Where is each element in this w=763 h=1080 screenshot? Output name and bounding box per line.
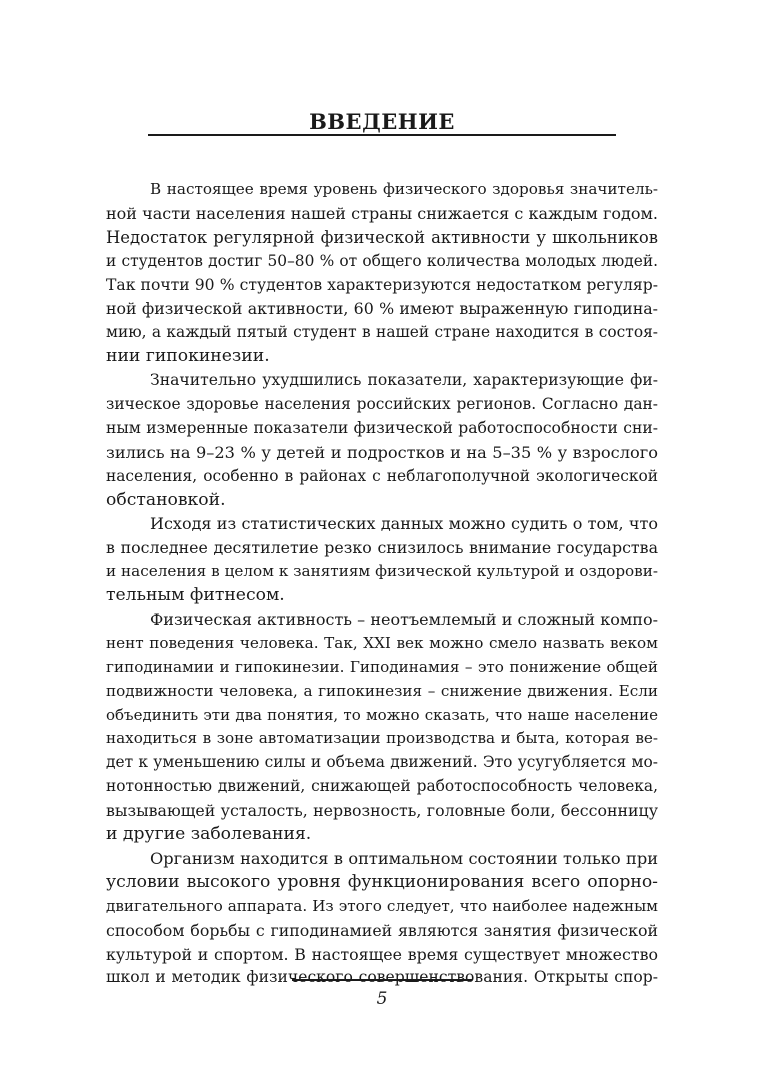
- text-line: населения, особенно в районах с неблагополучной экологической: [106, 466, 658, 485]
- text-line: нент поведения человека. Так, XXI век можно смело назвать веком: [106, 633, 658, 652]
- text-line: Исходя из статистических данных можно судить о том, что: [150, 514, 658, 534]
- text-line: подвижности человека, а гипокинезия – снижение движения. Если: [106, 681, 658, 700]
- text-line: двигательного аппарата. Из этого следует, что наиболее надежным: [106, 896, 658, 915]
- text-line: зились на 9–23 % у детей и подростков и на 5–35 % у взрослого: [106, 442, 658, 462]
- paragraph: [106, 178, 658, 369]
- page-title: ВВЕДЕНИЕ: [309, 109, 455, 134]
- text-line: ным измеренные показатели физической работоспособности сни-: [106, 418, 658, 437]
- text-line: и студентов достиг 50–80 % от общего количества молодых людей.: [106, 251, 658, 270]
- text-line: Недостаток регулярной физической активности у школьников: [106, 227, 658, 247]
- text-line: Значительно ухудшились показатели, характеризующие фи-: [150, 371, 658, 390]
- paragraph: [106, 608, 658, 847]
- text-line: нотонностью движений, снижающей работоспособность человека,: [106, 777, 658, 796]
- paragraph: [106, 512, 658, 608]
- body-text: [106, 178, 658, 990]
- text-line: дет к уменьшению силы и объема движений. Это усугубляется мо-: [106, 753, 658, 772]
- text-line: зическое здоровье населения российских регионов. Согласно дан-: [106, 395, 658, 414]
- text-line: ной физической активности, 60 % имеют выраженную гиподина-: [106, 299, 658, 319]
- text-line: тельным фитнесом.: [106, 585, 285, 606]
- title-underline: [148, 134, 616, 136]
- footer-rule: [292, 979, 472, 981]
- text-line: вызывающей усталость, нервозность, головные боли, бессонницу: [106, 801, 658, 821]
- text-line: гиподинамии и гипокинезии. Гиподинамия – это понижение общей: [106, 657, 658, 676]
- text-line: культурой и спортом. В настоящее время существует множество: [106, 944, 658, 964]
- text-line: и населения в целом к занятиям физической культурой и оздорови-: [106, 562, 658, 581]
- text-line: Физическая активность – неотъемлемый и сложный компо-: [150, 610, 658, 630]
- text-line: Организм находится в оптимальном состоянии только при: [150, 848, 658, 868]
- text-line: способом борьбы с гиподинамией являются занятия физической: [106, 920, 658, 940]
- page-number: 5: [376, 989, 388, 1009]
- text-line: находиться в зоне автоматизации производства и быта, которая ве-: [106, 729, 658, 748]
- text-line: условии высокого уровня функционирования всего опорно-: [106, 871, 658, 892]
- text-line: В настоящее время уровень физического здоровья значитель-: [150, 180, 658, 198]
- text-line: Так почти 90 % студентов характеризуются недостатком регуляр-: [106, 275, 658, 294]
- paragraph: [106, 847, 658, 990]
- text-line: ной части населения нашей страны снижается с каждым годом.: [106, 203, 658, 223]
- text-line: обстановкой.: [106, 489, 226, 510]
- text-line: в последнее десятилетие резко снизилось внимание государства: [106, 538, 658, 558]
- text-line: нии гипокинезии.: [106, 346, 270, 367]
- text-line: объединить эти два понятия, то можно сказать, что наше население: [106, 705, 658, 724]
- paragraph: [106, 369, 658, 512]
- text-line: школ и методик физического совершенствования. Открыты спор-: [106, 968, 658, 987]
- text-line: мию, а каждый пятый студент в нашей стране находится в состоя-: [106, 323, 658, 342]
- text-line: и другие заболевания.: [106, 824, 312, 845]
